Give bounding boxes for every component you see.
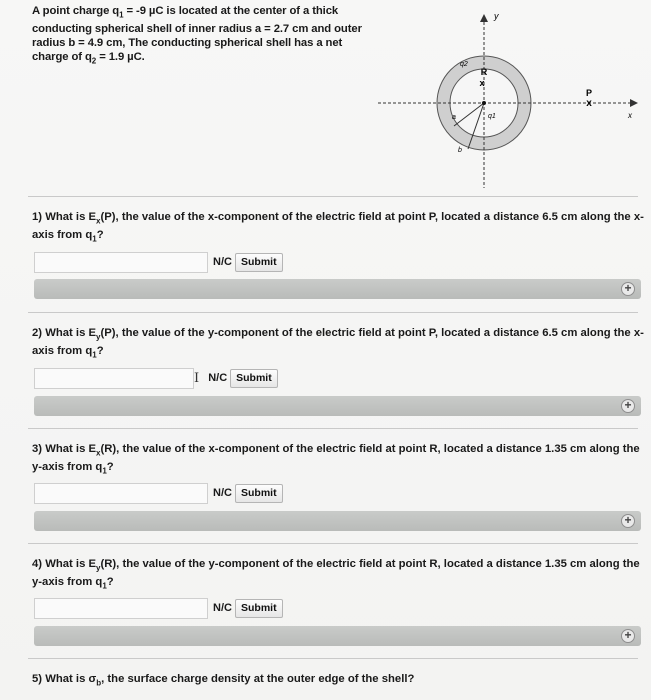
label-b: b [458, 147, 462, 154]
question-text: (P), the value of the y-component of the electric field at point P, located a distance 6.5 cm along the x-axis from q [32, 327, 644, 358]
intro-text-2: = -9 µC is located at the center of a thick conducting spherical shell of inner radius a = 2.7 cm and outer radius b = 4.9 cm, The conducting spherical shell has a net charge of q [32, 5, 362, 64]
subscript: x [96, 448, 101, 458]
question-number: 3) [32, 443, 43, 455]
unit-label: N/C [213, 602, 232, 614]
intro-text-1: A point charge q [32, 5, 120, 17]
question-number: 5) [32, 673, 43, 685]
answer-input-4[interactable] [34, 598, 208, 619]
answer-input-2[interactable] [34, 368, 194, 389]
point-P-marker: x [586, 98, 592, 109]
question-text: What is σ [45, 673, 97, 685]
subscript: y [96, 563, 101, 573]
intro-text-3: = 1.9 µC. [96, 51, 145, 64]
hint-bar-3[interactable] [34, 511, 641, 531]
question-text: , the surface charge density at the outer edge of the shell? [101, 673, 415, 685]
intro-sub-1: 1 [119, 10, 124, 20]
answer-row-3 [34, 482, 283, 504]
question-text: ? [106, 576, 114, 589]
question-text: (R), the value of the y-component of the electric field at point R, located a distance 1.35 cm along the y-axis from q [32, 558, 640, 589]
question-number: 4) [32, 558, 43, 570]
question-text: ? [106, 461, 114, 474]
question-text: What is E [45, 327, 97, 339]
question-number: 2) [32, 327, 43, 339]
expand-plus-icon[interactable]: + [621, 514, 635, 528]
intro-sub-2: 2 [91, 56, 97, 66]
submit-button-1[interactable]: Submit [235, 253, 283, 272]
question-5-text [32, 672, 644, 690]
subscript: 1 [102, 466, 107, 476]
question-text: (P), the value of the x-component of the electric field at point P, located a distance 6.5 cm along the x-axis from q [32, 211, 644, 242]
question-4-text [32, 557, 644, 594]
label-y: y [494, 11, 499, 21]
unit-label: N/C [208, 372, 228, 384]
text-cursor-icon: I [194, 370, 200, 386]
point-R-marker: x [479, 78, 485, 88]
label-x: x [628, 111, 632, 120]
label-R: R [480, 67, 488, 77]
question-2-text [32, 326, 644, 363]
submit-button-4[interactable]: Submit [235, 599, 283, 618]
question-number: 1) [32, 211, 43, 223]
label-q1: q1 [488, 113, 496, 120]
unit-label: N/C [213, 256, 232, 268]
hint-bar-2[interactable] [34, 396, 641, 416]
expand-plus-icon[interactable]: + [621, 282, 635, 296]
hint-bar-4[interactable] [34, 626, 641, 646]
question-text: (R), the value of the x-component of the electric field at point R, located a distance 1.35 cm along the y-axis from q [32, 443, 640, 474]
subscript: 1 [102, 581, 107, 591]
subscript: b [96, 678, 102, 688]
label-q2: q2 [460, 61, 468, 68]
submit-button-2[interactable]: Submit [230, 369, 278, 388]
expand-plus-icon[interactable]: + [621, 629, 635, 643]
question-text: ? [96, 345, 104, 358]
submit-button-3[interactable]: Submit [235, 484, 283, 503]
label-P: P [585, 88, 593, 98]
divider [28, 658, 638, 659]
subscript: x [96, 216, 101, 226]
answer-row-4 [34, 597, 283, 619]
subscript: 1 [92, 234, 97, 244]
point-charge-q1 [482, 101, 486, 105]
divider [28, 196, 638, 197]
question-3-text [32, 442, 644, 479]
divider [28, 312, 638, 313]
question-text: What is E [45, 558, 97, 570]
question-text: What is E [45, 443, 97, 455]
answer-input-1[interactable] [34, 252, 208, 273]
question-text: What is E [45, 211, 97, 223]
question-1-text [32, 210, 644, 247]
shell-diagram [376, 8, 640, 190]
expand-plus-icon[interactable]: + [621, 399, 635, 413]
subscript: y [96, 332, 101, 342]
unit-label: N/C [213, 487, 232, 499]
hint-bar-1[interactable] [34, 279, 641, 299]
answer-input-3[interactable] [34, 483, 208, 504]
divider [28, 428, 638, 429]
y-axis-arrow [480, 14, 488, 22]
question-text: ? [96, 229, 104, 242]
subscript: 1 [92, 350, 97, 360]
divider [28, 543, 638, 544]
label-a: a [452, 114, 456, 121]
answer-row-1 [34, 251, 283, 273]
x-axis-arrow [630, 99, 638, 107]
answer-row-2 [34, 367, 278, 389]
problem-statement [32, 4, 372, 69]
